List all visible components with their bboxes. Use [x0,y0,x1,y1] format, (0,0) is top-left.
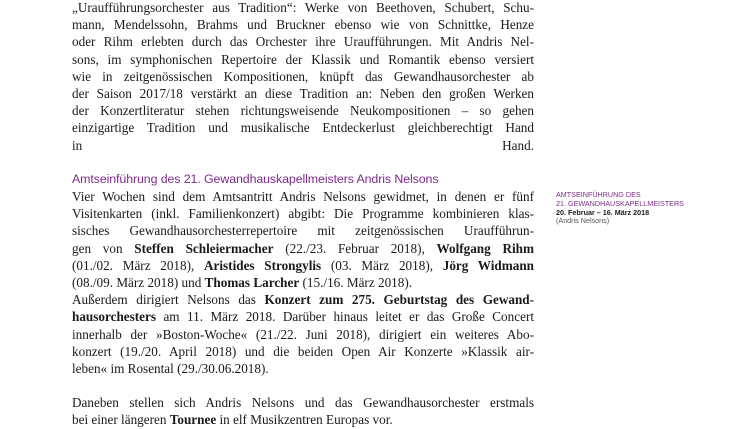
text-line: der Konzertliteratur stehen richtungsweisende Neukompositionen – so gehen [72,103,534,119]
composer-name: Wolfgang Rihm [436,240,534,256]
concert-title: Konzert zum 275. Geburtstag des Gewand- [264,292,535,308]
text-line: der Saison 2017/18 verstärkt an diese Tradition an: Neben den großen Werken [72,86,534,102]
text-line: sons, im symphonischen Repertoire der Klassik und Romantik ebenso versiert [72,51,534,67]
text-line: leben« im Rosental (29./30.06.2018). [72,361,269,377]
intro-paragraph [72,0,534,154]
concert-title: hausorchesters [72,309,157,325]
paragraph-tour [72,394,534,428]
margin-note-date: 20. Februar – 16. März 2018 [556,207,650,217]
paragraph-composers [72,188,534,291]
composer-name: Jörg Widmann [442,257,535,273]
text-line: Außerdem dirigiert Nelsons das Konzert zum 275. Geburtstag des Gewand- [72,292,535,308]
main-text-column [72,0,534,429]
text-line: Daneben stellen sich Andris Nelsons und das Gewandhausorchester erstmals [72,395,534,411]
text-line: mann, Mendelssohn, Brahms und Bruckner ebenso wie von Schnittke, Henze [72,17,534,33]
margin-note-title: AMTSEINFÜHRUNG DES [556,190,641,199]
text-line: „Uraufführungsorchester aus Tradition“: Werke von Beethoven, Schubert, Schu- [72,0,534,15]
margin-note-name: (Andris Nelsons) [556,216,610,226]
margin-note [556,191,726,226]
section-heading: Amtseinführung des 21. Gewandhauskapellmeisters Andris Nelsons [72,171,439,186]
paragraph-gap [72,377,534,394]
paragraph-concerts [72,291,534,377]
text-line: Vier Wochen sind dem Amtsantritt Andris Nelsons gewidmet, in denen er fünf [72,189,534,205]
text-line: (08./09. März 2018) und Thomas Larcher (15./16. März 2018). [72,275,413,291]
text-line: konzert (19./20. April 2018) und die beiden Open Air Konzerte »Klassik air- [72,343,534,359]
paragraph-gap [72,154,534,171]
tour-keyword: Tournee [169,412,217,428]
text-line: Visitenkarten (inkl. Familienkonzert) abgibt: Die Programme kombinieren klas- [72,206,534,222]
text-line: (01./02. März 2018), Aristides Strongylis (03. März 2018), Jörg Widmann [72,257,535,273]
composer-name: Thomas Larcher [204,275,300,291]
text-line: sisches Gewandhausorchesterrepertoire mit zeitgenössischen Uraufführun- [72,223,534,239]
margin-note-title: 21. GEWANDHAUSKAPELLMEISTERS [556,198,684,208]
composer-name: Aristides Strongylis [204,257,322,273]
text-line: bei einer längeren Tournee in elf Musikzentren Europas vor. [72,412,393,428]
text-line: gen von Steffen Schleiermacher (22./23. Februar 2018), Wolfgang Rihm [72,240,534,256]
text-line: oder Rihm erlebten durch das Orchester ihre Uraufführungen. Mit Andris Nel- [72,34,534,50]
composer-name: Steffen Schleiermacher [134,240,274,256]
text-line: innerhalb der »Boston-Woche« (21./22. Juni 2018), dirigiert ein weiteres Abo- [72,326,534,342]
text-line: in Hand. [72,137,534,153]
text-line: einzigartige Tradition und musikalische Entdeckerlust gleichberechtigt Hand [72,120,534,136]
text-line: wie in zeitgenössischen Kompositionen, knüpft das Gewandhausorchester ab [72,68,534,84]
text-line: hausorchesters am 11. März 2018. Darüber hinaus leitet er das Große Concert [72,309,534,325]
